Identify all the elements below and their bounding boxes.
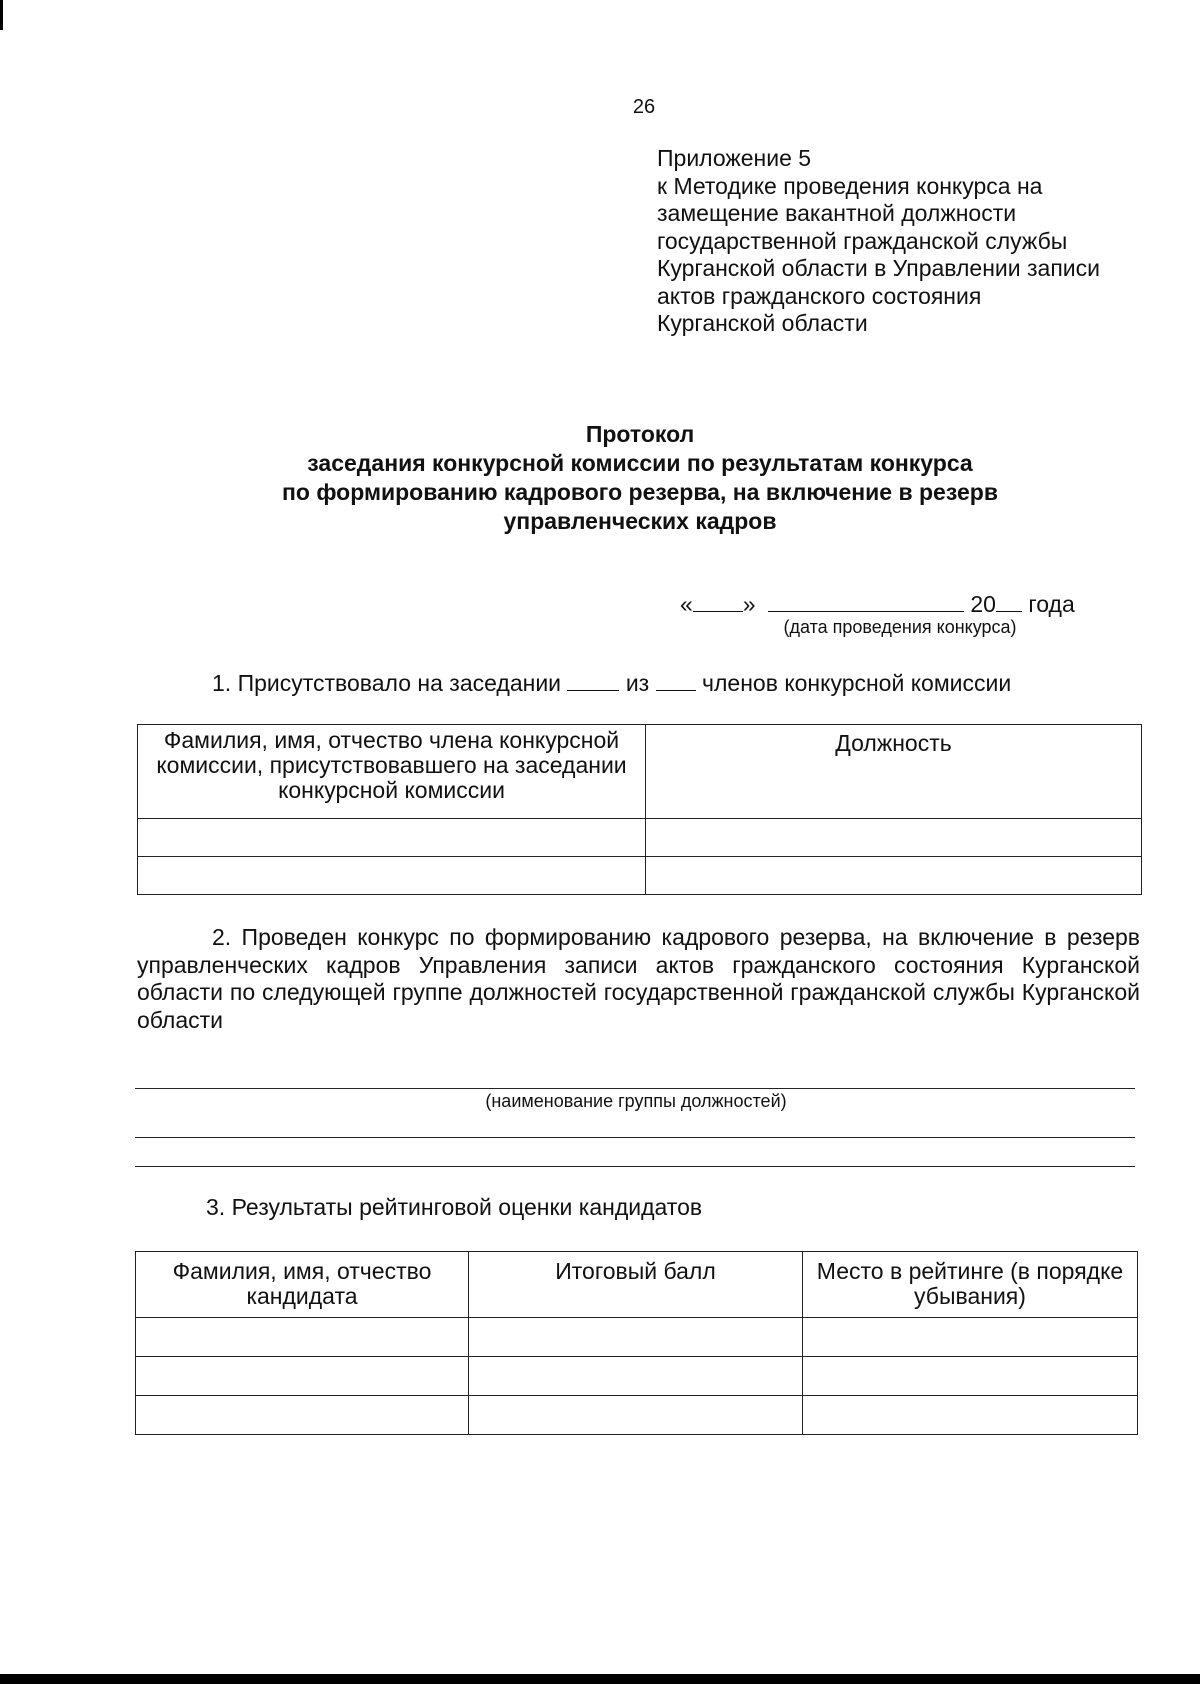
column-header-member-name: Фамилия, имя, отчество члена конкурсной комиссии, присутствовавшего на заседании конкурсной комиссии	[138, 725, 646, 819]
page-number: 26	[632, 96, 656, 118]
table-row	[136, 1357, 1138, 1396]
table-cell[interactable]	[803, 1396, 1138, 1435]
table-cell[interactable]	[803, 1318, 1138, 1357]
date-line[interactable]	[680, 591, 1075, 618]
table-cell[interactable]	[646, 857, 1142, 895]
present-count-blank[interactable]	[567, 689, 619, 691]
table-row	[136, 1396, 1138, 1435]
section3-title: 3. Результаты рейтинговой оценки кандидатов	[206, 1194, 703, 1220]
title-line: по формированию кадрового резерва, на включение в резерв	[282, 479, 998, 505]
scan-bottom-edge	[0, 1674, 1200, 1684]
section1-text-middle: из	[625, 670, 650, 696]
total-count-blank[interactable]	[656, 689, 696, 691]
date-open-quote: «	[680, 591, 693, 617]
column-header-total-score: Итоговый балл	[469, 1252, 803, 1318]
table-cell[interactable]	[469, 1396, 803, 1435]
table-cell[interactable]	[469, 1357, 803, 1396]
title-heading: Протокол	[585, 421, 695, 447]
table-cell[interactable]	[469, 1318, 803, 1357]
table-cell[interactable]	[646, 819, 1142, 857]
column-header-candidate-name: Фамилия, имя, отчество кандидата	[136, 1252, 469, 1318]
section2-paragraph: 2. Проведен конкурс по формированию кадрового резерва, на включение в резерв управленческих кадров Управления записи актов гражданского состояния Курганской области по следующей группе должностей государственной гражданской службы Курганской области	[137, 924, 1140, 1033]
appendix-line: замещение вакантной должности	[657, 200, 1017, 226]
year-blank[interactable]	[996, 610, 1022, 612]
title-line: управленческих кадров	[503, 508, 777, 534]
commission-members-table	[137, 724, 1142, 895]
table-cell[interactable]	[138, 857, 646, 895]
document-title	[140, 420, 1140, 536]
group-name-caption: (наименование группы должностей)	[485, 1091, 787, 1111]
year-prefix: 20	[970, 591, 996, 617]
table-row	[138, 819, 1142, 857]
column-header-rating-place: Место в рейтинге (в порядке убывания)	[803, 1252, 1138, 1318]
table-cell[interactable]	[803, 1357, 1138, 1396]
column-header-position: Должность	[646, 725, 1142, 819]
date-caption: (дата проведения конкурса)	[783, 617, 1017, 637]
table-header-row	[138, 725, 1142, 819]
appendix-line: актов гражданского состояния	[657, 282, 982, 309]
day-blank[interactable]	[693, 610, 743, 612]
table-row	[138, 857, 1142, 895]
table-cell[interactable]	[136, 1357, 469, 1396]
group-name-line-2[interactable]	[135, 1137, 1135, 1138]
table-cell[interactable]	[136, 1318, 469, 1357]
appendix-block	[657, 145, 1100, 338]
group-name-line[interactable]	[135, 1088, 1135, 1089]
date-close-quote: »	[742, 591, 756, 617]
table-row	[136, 1318, 1138, 1357]
section1-attendance	[212, 670, 1011, 697]
section1-text-start: 1. Присутствовало на заседании	[212, 670, 562, 696]
year-suffix: года	[1028, 591, 1075, 617]
appendix-line: государственной гражданской службы	[657, 227, 1068, 254]
table-cell[interactable]	[136, 1396, 469, 1435]
group-name-line-3[interactable]	[135, 1166, 1135, 1167]
candidate-rating-table	[135, 1251, 1138, 1435]
table-cell[interactable]	[138, 819, 646, 857]
appendix-line: Курганской области	[657, 310, 868, 336]
title-line: заседания конкурсной комиссии по результатам конкурса	[307, 450, 973, 476]
month-blank[interactable]	[768, 610, 964, 612]
table-header-row	[136, 1252, 1138, 1318]
section1-text-end: членов конкурсной комиссии	[702, 670, 1012, 696]
appendix-line: к Методике проведения конкурса на	[657, 172, 1043, 199]
appendix-line: Курганской области в Управлении записи	[657, 255, 1100, 281]
appendix-line: Приложение 5	[657, 145, 812, 171]
scan-edge-mark	[0, 0, 3, 30]
